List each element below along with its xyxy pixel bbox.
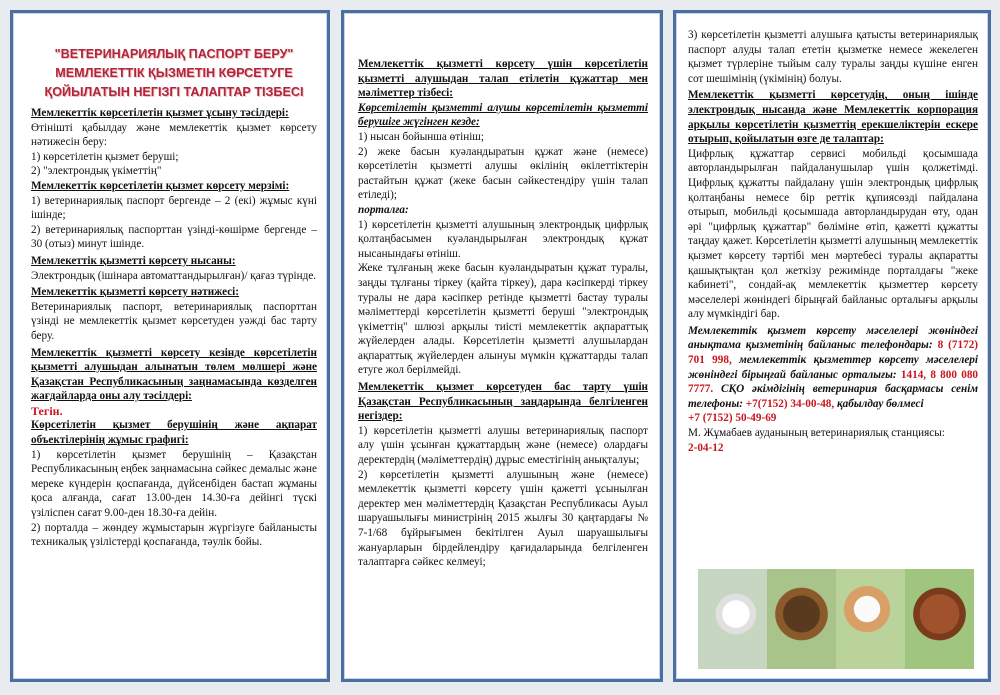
contact-label-2: мемлекеттік қызметтер көрсету мәселелері жөніндегі бірыңғай байланыс орталығы:: [688, 354, 979, 381]
form-text: Электрондық (ішінара автоматтандырылған)/ қағаз түрінде.: [31, 269, 317, 282]
heading-term: Мемлекеттік көрсетілетін қызмет көрсету мерзімі:: [31, 179, 290, 192]
term-item-1: 1) ветеринариялық паспорт бергенде – 2 (екі) жұмыс күні ішінде;: [31, 194, 317, 222]
fee-text: Тегін.: [31, 403, 63, 418]
goat-photo: [698, 569, 767, 669]
other-requirements-text: Цифрлық құжаттар сервисі мобильді қосымшада авторландырылған пайдаланушылар үшін қолжетімді. Цифрлық құжатты пайдалану үшін электрондық цифрлық қолтаңбаны немесе бір реттік құпиясөзді пайдалана отырып, мобильді қосымшада авторландырудан өту, одан әрі "цифрлық құжаттар" бөліміне өтіп, қажетті құжатты таңдау қажет. Көрсетілетін қызметті алушының мемлекеттік қызмет көрсету тәртібі мен мәртебесі туралы ақпаратты қашықтықтан қол жеткізу режимінде порталдағы "жеке кабинеті", сондай-ақ мемлекеттік қызметтер көрсету мәселелері жөніндегі бірыңғай байланыс орталығы арқылы алу мүмкіндігі бар.: [688, 147, 978, 321]
methods-intro: Өтінішті қабылдау және мемлекеттік қызмет көрсету нәтижесін беру:: [31, 121, 317, 149]
heading-other-requirements: Мемлекеттік қызметті көрсетудің, оның ішінде электрондық нысанда және Мемлекеттік корпорация арқылы көрсетілетін қызметтің ерекшеліктерін ескере отырып, қойылатын өзге де талаптар:: [688, 89, 978, 146]
heading-form: Мемлекеттік қызметті көрсету нысаны:: [31, 254, 236, 267]
refusal-item-2: 2) көрсетілетін қызметті алушының және (немесе) мемлекеттік қызметті көрсету үшін қажетті ұсынылған деректер мен мәліметтердің Қазақстан Республикасы Ауыл шаруашылығы министрінің 2015 жылғы 30 қаңтардағы № 7-1/68 бұйрығымен бекітілген Ауыл шаруашылығы жануарларын бірдейлендіру қағидаларында белгіленген талаптарға сәйкес келмеуі;: [358, 468, 648, 569]
provider-item-1: 1) нысан бойынша өтініш;: [358, 130, 485, 143]
contact-phone-2: 1414, 8 800 080 7777.: [688, 368, 979, 396]
contact-label-1: Мемлекеттік қызмет көрсету мәселелері жөніндегі анықтама қызметінің байланыс телефондары:: [688, 324, 978, 352]
refusal-item-1: 1) көрсетілетін қызметті алушы ветеринариялық паспорт алу үшін ұсынған құжаттардың және (немесе) олардағы деректердің (мәліметтердің) дұрыс еместігінің анықталуы;: [358, 424, 648, 467]
subheading-provider: Көрсетілетін қызметті алушы көрсетілетін қызметті берушіге жүгінген кезде:: [358, 101, 648, 129]
calf-photo: [836, 569, 905, 669]
contact-label-4: қабылдау бөлмесі: [836, 397, 924, 410]
refusal-item-3: 3) көрсетілетін қызметті алушыға қатысты ветеринариялық паспорт алуды талап ететін қызметке немесе жекелеген қызмет түрлеріне тыйым салу туралы заңды күшіне енген сот шешімінің (үкімінің) болуы.: [688, 29, 978, 85]
station-phone: 2-04-12: [688, 441, 724, 454]
schedule-item-1: 1) көрсетілетін қызмет берушінің – Қазақстан Республикасының еңбек заңнамасына сәйкес демалыс және мереке күндерін қоспағанда, дүйсенбіден бастап жұманы қоса алғанда, сағат 13.00-ден 14.30-ға дейінгі түскі үзіліспен сағат 9.00-ден 18.30-ға дейін.: [31, 448, 317, 520]
contact-phone-1: 8 (7172) 701 998,: [688, 339, 979, 367]
methods-item-1: 1) көрсетілетін қызмет беруші;: [31, 150, 179, 163]
heading-result: Мемлекеттік қызметті көрсету нәтижесі:: [31, 286, 240, 299]
portal-text: Жеке тұлғаның жеке басын куәландыратын құжат туралы, заңды тұлғаны тіркеу (қайта тіркеу), дара кәсіпкерді тіркеу туралы не дара кәсіпкер ретінде қызметті бастау туралы мәліметтерді көрсетілетін қызметті беруші "электрондық үкіметтің" шлюзі арқылы тиісті мемлекеттік ақпараттық жүйелерден алады. Көрсетілетін қызметті алушылардан ақпараттық жүйелерден алынуы мүмкін құжаттарды талап етуге жол берілмейді.: [358, 262, 648, 377]
heading-fee: Мемлекеттік қызметті көрсету кезінде көрсетілетін қызметті алушыдан алынатын төлем мөлшері және Қазақстан Республикасының заңнамасында көзделген жағдайларда оны алу тәсілдері:: [31, 346, 317, 403]
panel-right: [673, 10, 991, 682]
contact-phone-3: +7(7152) 34-00-48,: [745, 397, 835, 410]
portal-item-1: 1) көрсетілетін қызметті алушының электрондық цифрлық қолтаңбасымен куәландырылған электрондық құжат нысанындағы өтініш.: [358, 218, 648, 260]
schedule-item-2: 2) порталда – жөндеу жұмыстарын жүргізуге байланысты техникалық үзілістерді қоспағанда, тәулік бойы.: [31, 521, 317, 549]
heading-methods: Мемлекеттік көрсетілетін қызмет ұсыну тәсілдері:: [31, 107, 289, 119]
provider-item-2: 2) жеке басын куәландыратын құжат және (немесе) көрсетілетін қызметті алушы өкілінің өкілеттіктерін растайтын құжат (жеке басын сәйкестендіру үшін талап етіледі);: [358, 145, 648, 202]
panel-middle: [341, 10, 663, 682]
heading-refusal: Мемлекеттік қызмет көрсетуден бас тарту үшін Қазақстан Республикасының заңдарында белгіленген негіздер:: [358, 381, 648, 423]
contact-phone-4: +7 (7152) 50-49-69: [688, 412, 777, 425]
subheading-portal: порталға:: [358, 203, 409, 216]
contact-label-3: СҚО әкімдігінің ветеринария басқармасы сенім телефоны:: [688, 383, 979, 410]
heading-documents: Мемлекеттік қызметті көрсету үшін көрсетілетін қызметті алушыдан талап етілетін құжаттар мен мәліметтер тізбесі:: [358, 58, 648, 100]
animals-photo-strip: [698, 569, 974, 669]
brochure-title: "ВЕТЕРИНАРИЯЛЫҚ ПАСПОРТ БЕРУ" МЕМЛЕКЕТТІК ҚЫЗМЕТІН КӨРСЕТУГЕ ҚОЙЫЛАТЫН НЕГІЗГІ ТАЛАПТАР ТІЗБЕСІ: [44, 47, 304, 99]
panel-left: [10, 10, 330, 682]
term-item-2: 2) ветеринариялық паспорттан үзінді-көшірме бергенде – 30 (отыз) минут ішінде.: [31, 223, 317, 251]
cow-photo: [767, 569, 836, 669]
methods-item-2: 2) "электрондық үкіметтің": [31, 165, 162, 178]
horse-photo: [905, 569, 974, 669]
result-text: Ветеринариялық паспорт, ветеринариялық паспорттан үзінді не мемлекеттік қызмет көрсетуден уәжді бас тарту беру.: [31, 300, 317, 342]
station-label: М. Жұмабаев ауданының ветеринариялық станциясы:: [688, 427, 945, 440]
heading-schedule: Көрсетілетін қызмет берушінің және ақпарат объектілерінің жұмыс графигі:: [31, 419, 317, 447]
